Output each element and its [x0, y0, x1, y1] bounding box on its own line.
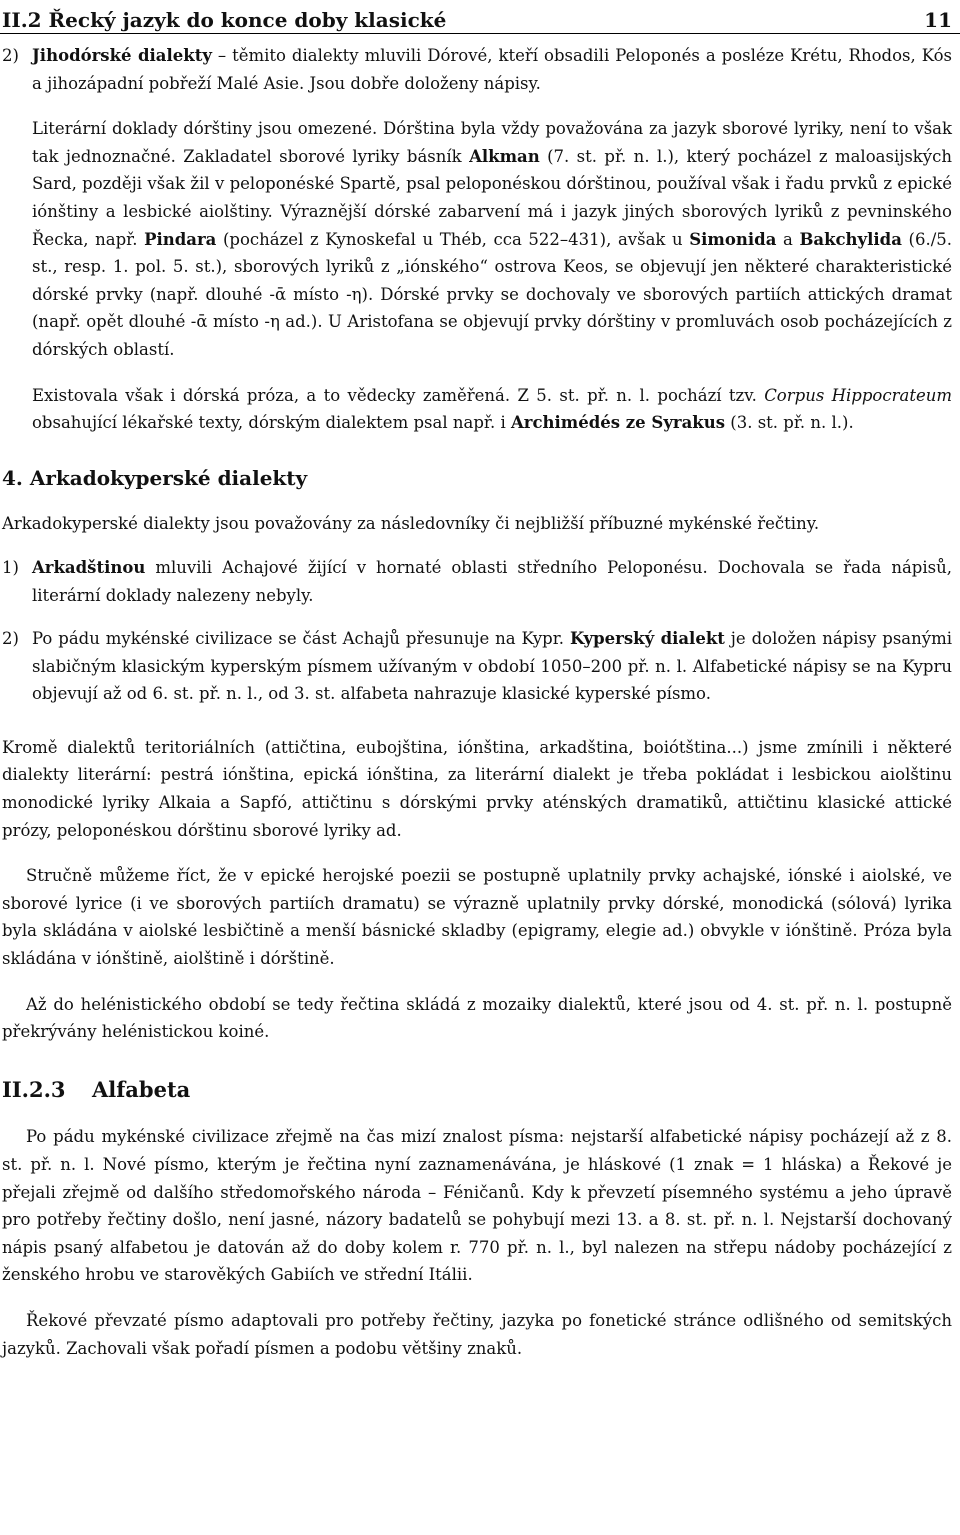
paragraph: [32, 42, 952, 97]
term-bold: Alkman: [469, 146, 540, 166]
term-bold: Pindara: [144, 229, 217, 249]
text-run: (7. st. př. n. l.), který pocházel z maloasijských Sard, později však žil v peloponéské Spartě, psal peloponéskou dórštinou, používal však i řadu prvků z epické iónštiny a lesbické aiolštiny. Výraznější dórské zabarvení má i jazyk jiných sborových lyriků z pevninského Řecka, např.: [32, 146, 952, 249]
subsection-title: Alfabeta: [92, 1076, 191, 1102]
text-run: mluvili Achajové žijící v hornaté oblasti středního Peloponésu. Dochovala se řada nápisů, literární doklady nalezeny nebyly.: [32, 557, 952, 605]
paragraph: Po pádu mykénské civilizace zřejmě na čas mizí znalost písma: nejstarší alfabetické nápisy pocházejí až z 8. st. př. n. l. Nové písmo, kterým je řečtina nyní zaznamenávána, je hláskové (1 znak = 1 hláska) a Řekové je přejali zřejmě od dalšího středomořského národa – Féničanů. Kdy k převzetí písemného systému a jeho úpravě pro potřeby řečtiny došlo, není jasné, názory badatelů se pohybují mezi 13. a 8. st. př. n. l. Nejstarší dochovaný nápis psaný alfabetou je datován až do doby kolem r. 770 př. n. l., byl nalezen na střepu nádoby pocházející z ženského hrobu ve starověkých Gabiích ve střední Itálii.: [2, 1127, 952, 1285]
text-run: Po pádu mykénské civilizace se část Achajů přesunuje na Kypr.: [32, 629, 570, 649]
list-number: 2): [2, 629, 19, 649]
list-number: 2): [2, 46, 19, 65]
list-item-text: [32, 625, 952, 708]
paragraph: Řekové převzaté písmo adaptovali pro potřeby řečtiny, jazyka po fonetické stránce odlišného od semitských jazyků. Zachovali však pořadí písmen a podobu většiny znaků.: [2, 1310, 952, 1358]
term-bold: Bakchylida: [799, 229, 902, 249]
list-number: 1): [2, 557, 19, 577]
paragraph: Až do helénistického období se tedy řečtina skládá z mozaiky dialektů, které jsou od 4. st. př. n. l. postupně překrývány helénistickou koiné.: [2, 994, 952, 1042]
header-title: II.2 Řecký jazyk do konce doby klasické: [2, 8, 447, 32]
running-header: [0, 0, 960, 34]
term-italic: Corpus Hippocrateum: [764, 385, 952, 405]
page-number: 11: [924, 8, 952, 32]
list-item-arkadstina: [2, 554, 952, 609]
paragraph: Kromě dialektů teritoriálních (attičtina, eubojština, iónština, arkadština, boiótština...) jsme zmínili i některé dialekty literární: pestrá iónština, epická iónština, za literární dialekt je třeba pokládat i lesbickou aiolštinu monodické lyriky Alkaia a Sapfó, attičtinu s dórskými prvky aténských dramatiků, attičtinu klasické attické prózy, peloponéskou dórštinu sborové lyriky ad.: [2, 737, 952, 840]
paragraph: Stručně můžeme říct, že v epické herojské poezii se postupně uplatnily prvky achajské, iónské i aiolské, ve sborové lyrice (i ve sborových partiích dramatu) se výrazně uplatnily prvky dórské, monodická (sólová) lyrika byla skládána v aiolské lesbičtině a menší básnické skladby (epigramy, elegie ad.) obvykle v iónštině. Próza byla skládána v iónštině, aiolštině i dórštině.: [2, 866, 952, 969]
paragraph: [32, 115, 952, 363]
document-body: [2, 42, 952, 1362]
list-item-jihodorske: [2, 42, 952, 437]
list-item-kypr: [2, 625, 952, 708]
subsection-number: II.2.3: [2, 1076, 66, 1102]
paragraph: [32, 382, 952, 437]
term-bold: Simonida: [689, 229, 777, 249]
list-item-text: [32, 42, 952, 437]
text-run: – těmito dialekty mluvili Dórové, kteří obsadili Peloponés a posléze Krétu, Rhodos, Kós a jihozápadní pobřeží Malé Asie. Jsou dobře doloženy nápisy.: [32, 46, 952, 93]
text-run: (6./5. st., resp. 1. pol. 5. st.), sborových lyriků z „iónského“ ostrova Keos, se objevují jen některé charakteristické dórské prvky (např. dlouhé -ᾱ místo -η). Dórské prvky se dochovaly ve sborových partiích attických dramat (např. opět dlouhé -ᾱ místo -η ad.). U Aristofana se objevují prvky dórštiny v promluvách osob pocházejících z dórských oblastí.: [32, 229, 952, 359]
text-run: Literární doklady dórštiny jsou omezené. Dórština byla vždy považována za jazyk sborové lyriky, není to však tak jednoznačné. Zakladatel sborové lyriky básník: [32, 119, 952, 166]
text-run: (pocházel z Kynoskefal u Théb, cca 522–431), avšak u: [216, 229, 690, 249]
paragraph: Arkadokyperské dialekty jsou považovány za následovníky či nejbližší příbuzné mykénské řečtiny.: [2, 514, 820, 534]
section-heading: 4. Arkadokyperské dialekty: [2, 465, 308, 490]
text-run: obsahující lékařské texty, dórským dialektem psal např. i: [32, 413, 511, 433]
list-item-text: [32, 554, 952, 609]
text-run: a: [776, 229, 800, 249]
text-run: (3. st. př. n. l.).: [725, 413, 854, 433]
text-run: je doložen nápisy psanými slabičným klasickým kyperským písmem užívaným v období 1050–200 př. n. l. Alfabetické nápisy se na Kypru objevují až od 6. st. př. n. l., od 3. st. alfabeta nahrazuje klasické kyperské písmo.: [32, 629, 953, 704]
term-bold: Archimédés ze Syrakus: [510, 413, 726, 433]
term-bold: Jihodórské dialekty: [32, 46, 212, 65]
term-bold: Kyperský dialekt: [569, 629, 725, 649]
subsection-heading: [2, 1076, 952, 1104]
text-run: Existovala však i dórská próza, a to vědecky zaměřená. Z 5. st. př. n. l. pochází tzv.: [32, 385, 765, 405]
term-bold: Arkadštinou: [32, 557, 146, 577]
